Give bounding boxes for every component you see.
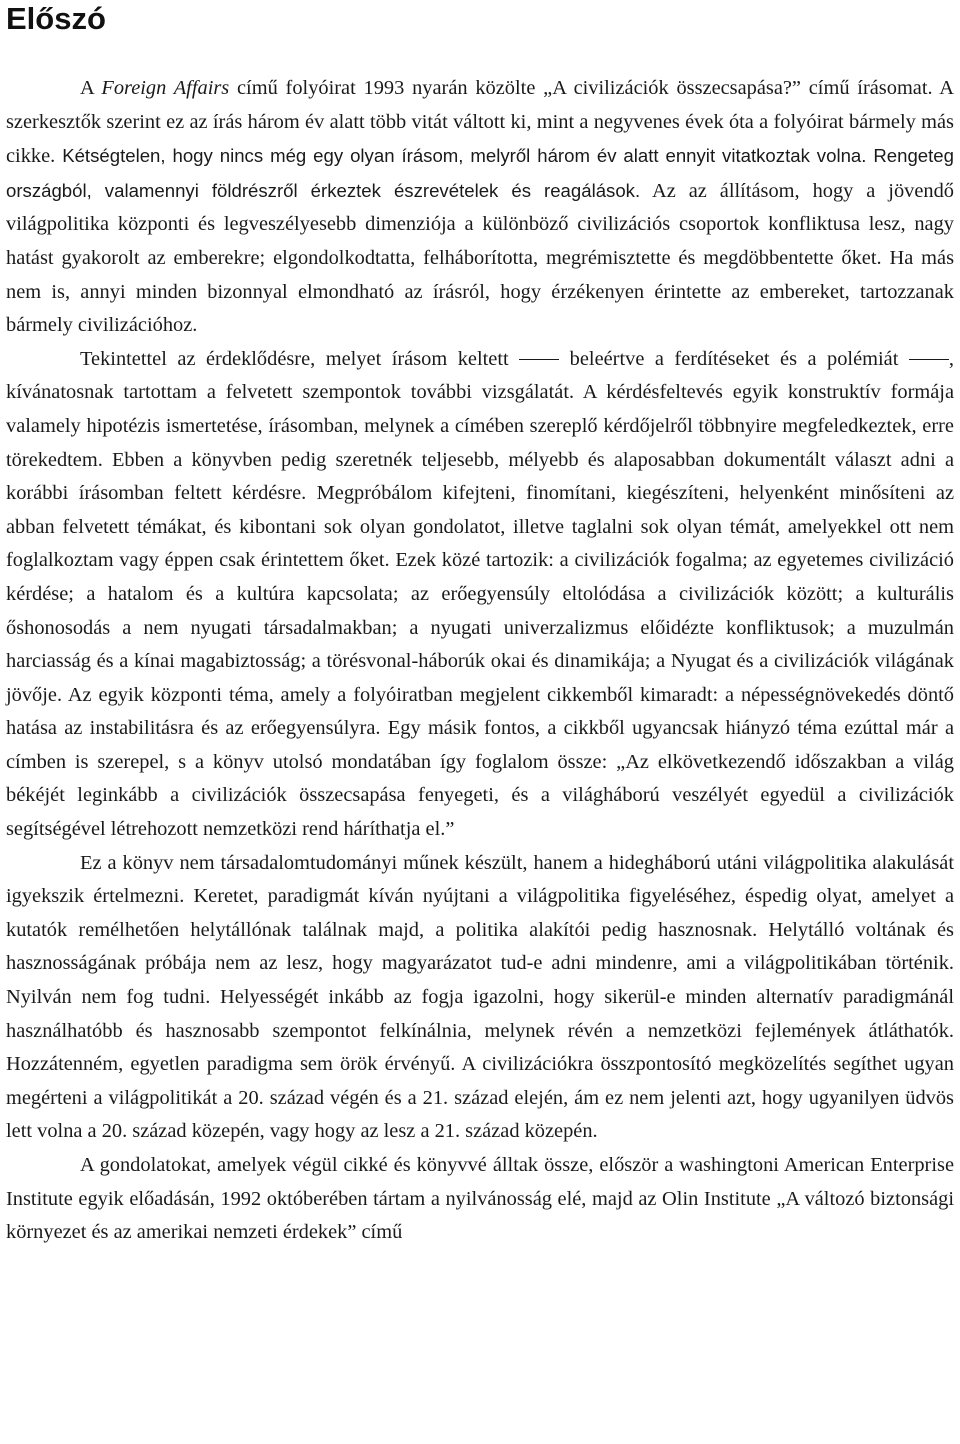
page-title: Előszó bbox=[6, 1, 106, 36]
p1-text-3: Kétségtelen, hogy nincs még egy olyan írásom, melyről három év alatt ennyit vitatkoztak volna. bbox=[55, 145, 867, 167]
paragraph-4: A gondolatokat, amelyek végül cikké és könyvvé álltak össze, először a washingtoni American Enterprise Institute egyik előadásán, 1992 októberében tártam a nyilvánosság elé, majd az Olin Institute „A változó biztonsági környezet és az amerikai nemzeti érdekek” című bbox=[6, 1154, 954, 1244]
paragraph-1 bbox=[6, 72, 954, 343]
p2-text-3: , kívánatosnak tartottam a felvetett szempontok további vizsgálatát. A kérdésfeltevés egyik konstruktív formája valamely hipotézis ismertetése, írásomban, melynek a címében szereplő kérdőjelről többnyire megfeledkeztek, erre törekedtem. Ebben a könyvben pedig szeretnék teljesebb, mélyebb és alaposabban dokumentált választ adni a korábbi írásomban feltett kérdésre. Megpróbálom kifejteni, finomítani, kiegészíteni, helyenként minősíteni az abban felvetett témákat, és kibontani sok olyan gondolatot, illetve taglalni sok olyan témát, amelyekkel ott nem foglalkoztam vagy éppen csak érintettem őket. Ezek közé tartozik: a civilizációk fogalma; az egyetemes civilizáció kérdése; a hatalom és a kultúra kapcsolata; az erőegyensúly eltolódása a civilizációk között; a kulturális őshonosodás a nem nyugati társadalmakban; a nyugati univerzalizmus előidézte konfliktusok; a muzulmán harciasság és a kínai magabiztosság; a törésvonal-háborúk okai és dinamikája; a Nyugat és a civilizációk világának jövője. Az egyik központi téma, amely a folyóiratban megjelent cikkemből kimaradt: a népességnövekedés döntő hatása az instabilitásra és az erőegyensúlyra. Egy másik fontos, a cikkből ugyancsak hiányzó téma ezúttal már a címben is szerepel, s a könyv utolsó mondatában így foglalom össze: „Az elkövetkezendő időszakban a világ békéjét leginkább a civilizációk összecsapása fenyegeti, és a világháború veszélyét egyedül a civilizációk segítségével létrehozott nemzetközi rend háríthatja el.” bbox=[6, 347, 954, 841]
em-dash-2 bbox=[909, 359, 949, 360]
p1-text-4: Rengeteg országból, valamennyi földrészről érkeztek észrevételek és reagálások. bbox=[6, 145, 954, 201]
journal-name: Foreign Affairs bbox=[101, 77, 230, 99]
p1-text-2: című folyóirat 1993 nyarán közölte „A civilizációk összecsapása?” című írásomat. A szerkesztők szerint ez az írás három év alatt több vitát váltott ki, mint a negyvenes évek óta a folyóirat bármely más cikke. bbox=[6, 77, 954, 168]
document-page bbox=[6, 0, 954, 1250]
p1-text-1: A bbox=[80, 77, 102, 99]
paragraph-3: Ez a könyv nem társadalomtudományi műnek készült, hanem a hidegháború utáni világpolitika alakulását igyekszik értelmezni. Keretet, paradigmát kíván nyújtani a világpolitika figyeléséhez, éspedig olyat, amelyet a kutatók remélhetően helytállónak találnak majd, a politika alakítói pedig hasznosnak. Helytálló voltának és hasznosságának próbája nem az lesz, hogy magyarázatot tud-e adni mindenre, ami a világpolitikában történik. Nyilván nem fog tudni. Helyességét inkább az fogja igazolni, hogy sikerül-e minden alternatív paradigmánál használhatóbb és hasznosabb szempontot felkínálnia, melynek révén a nemzetközi fejlemények átláthatók. Hozzátenném, egyetlen paradigma sem örök érvényű. A civilizációkra összpontosító megközelítés segíthet ugyan megérteni a világpolitikát a 20. század végén és a 21. század elején, ám ez nem jelenti azt, hogy ugyanilyen üdvös lett volna a 20. század közepén, vagy hogy az lesz a 21. század közepén. bbox=[6, 851, 954, 1143]
p1-text-5: Az az állításom, hogy a jövendő világpolitika központi és legveszélyesebb dimenziója a különböző civilizációs csoportok konfliktusa lesz, nagy hatást gyakorolt az emberekre; elgondolkodtatta, felháborította, megrémisztette és megdöbbentette őket. Ha más nem is, annyi minden bizonnyal elmondható az írásról, hogy érzékenyen érintette az embereket, tartozzanak bármely civilizációhoz. bbox=[6, 179, 954, 337]
p2-text-2: beleértve a ferdítéseket és a polémiát bbox=[559, 347, 909, 370]
p2-text-1: Tekintettel az érdeklődésre, melyet írásom keltett bbox=[80, 347, 520, 370]
em-dash-1 bbox=[519, 359, 559, 360]
paragraph-2 bbox=[6, 343, 954, 847]
